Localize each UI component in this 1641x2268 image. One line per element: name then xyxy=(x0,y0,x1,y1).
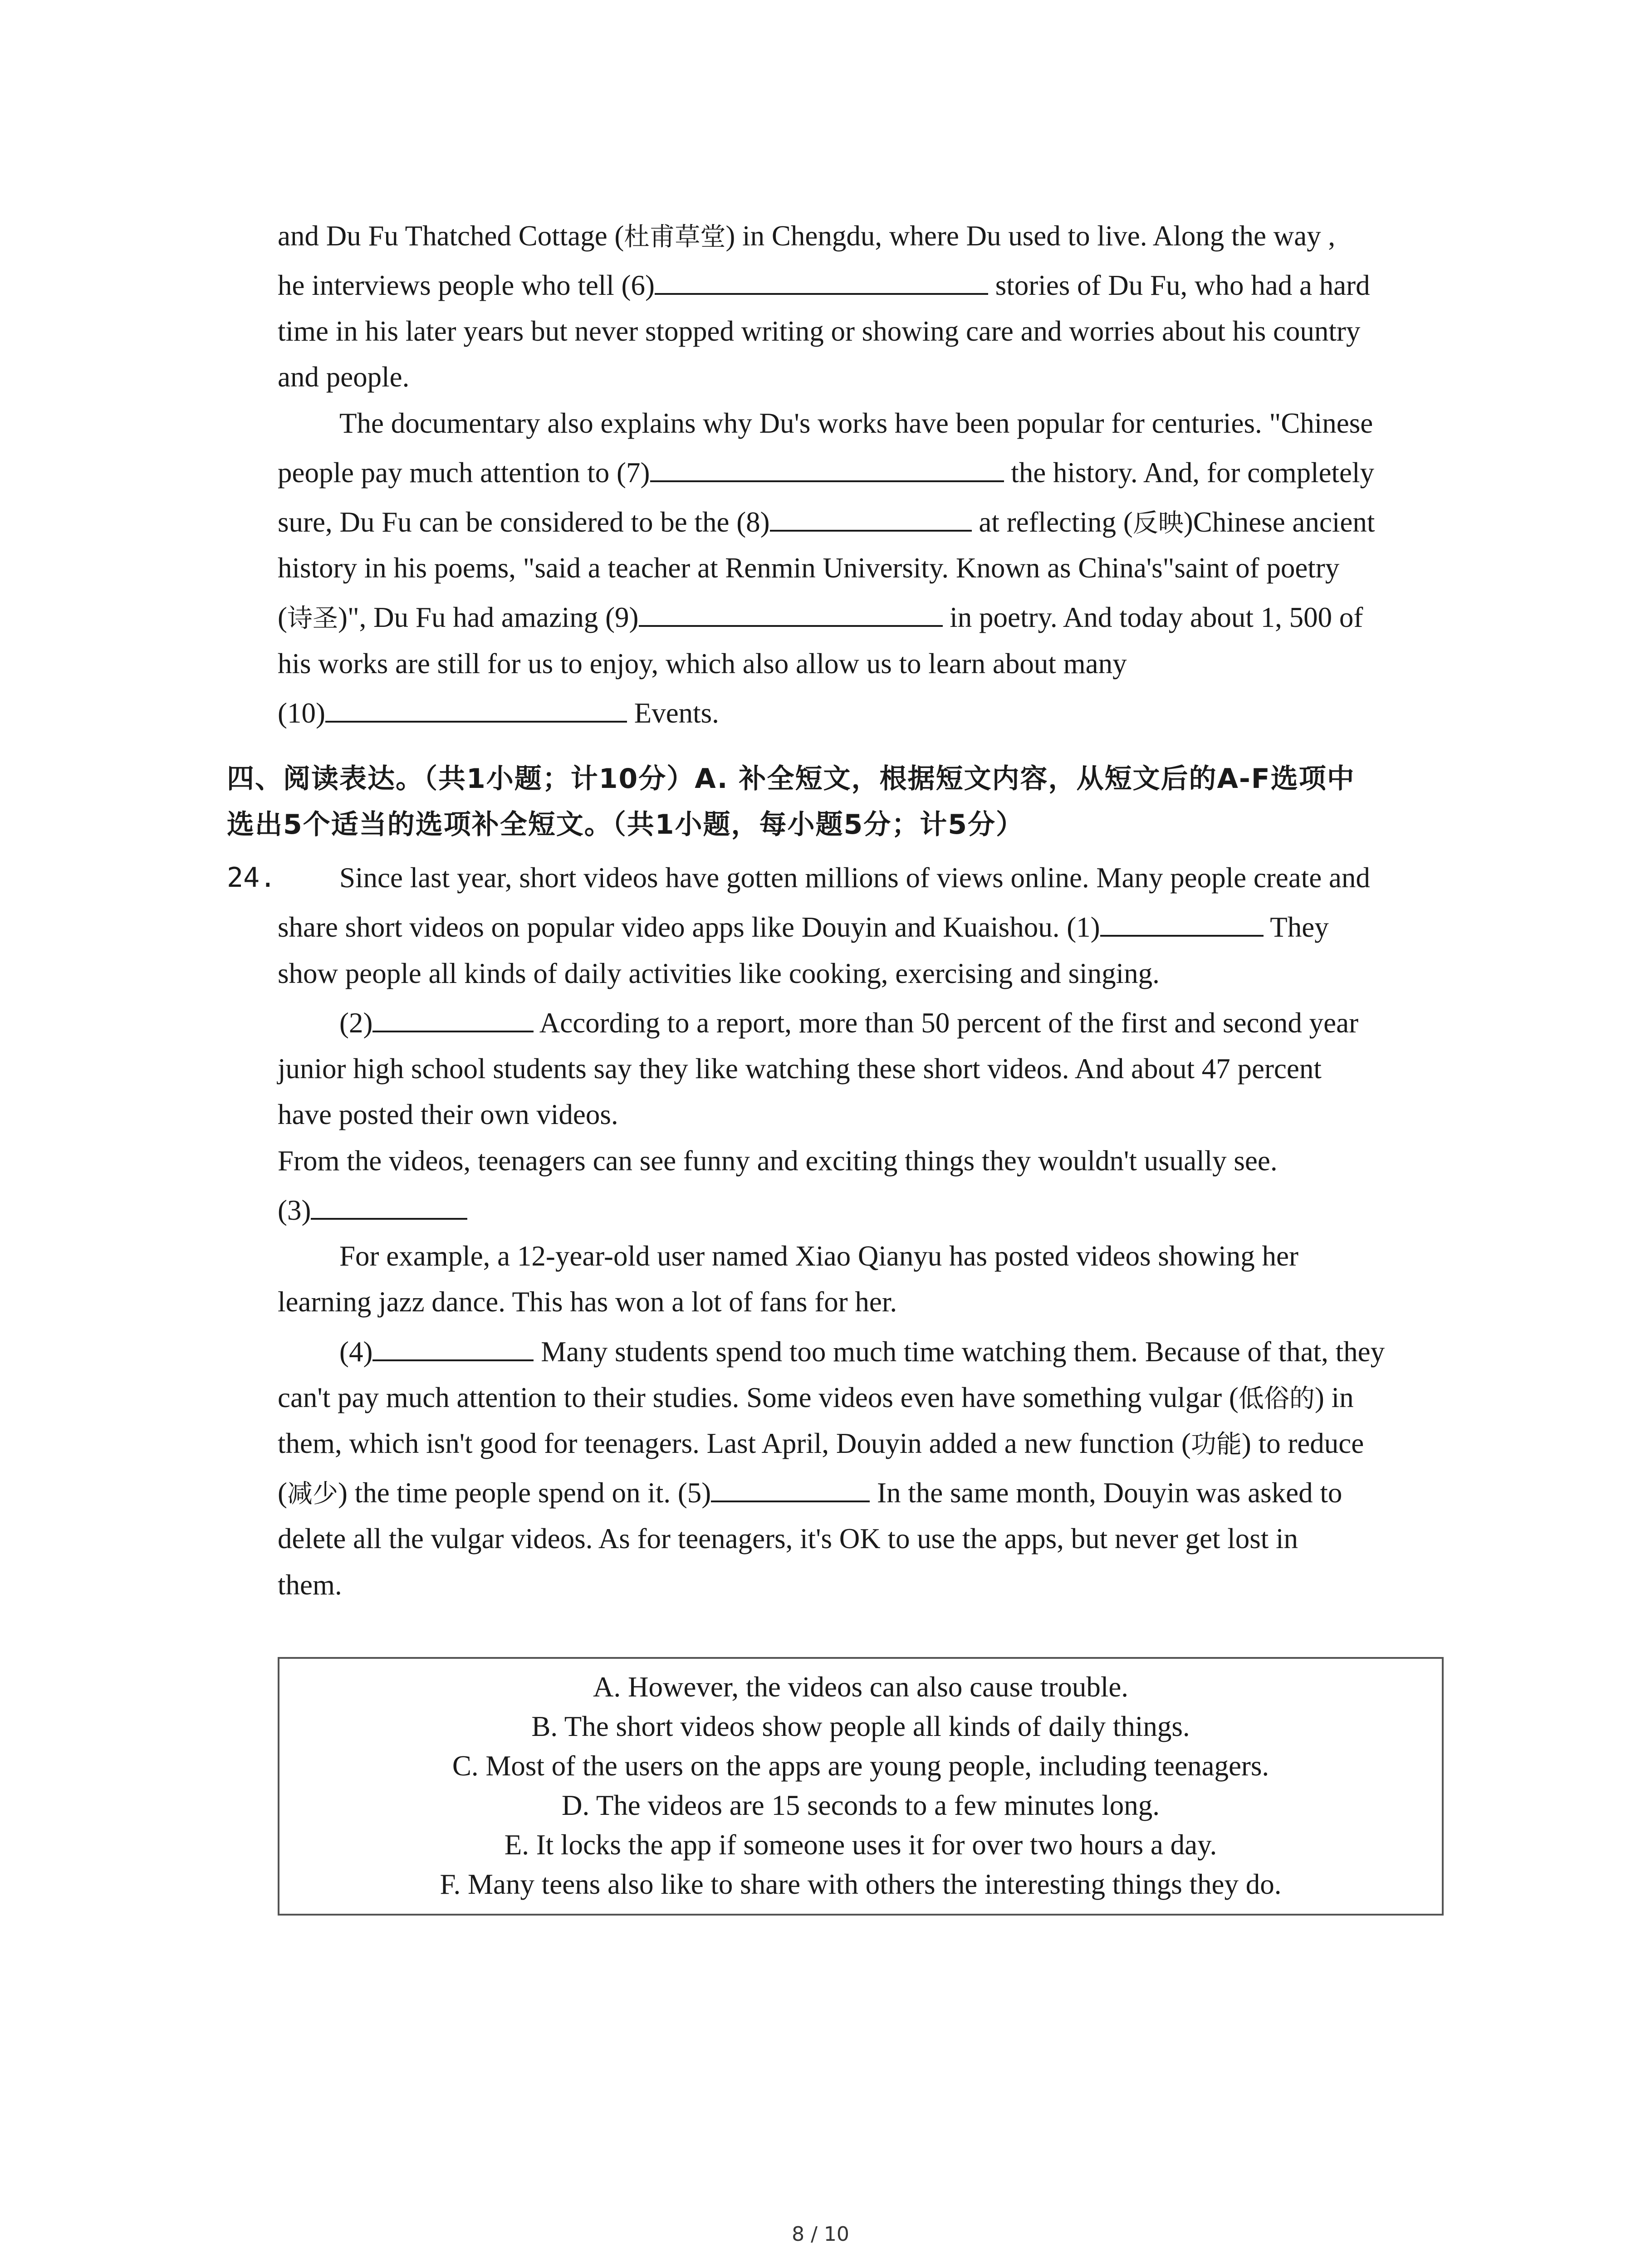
question-line: learning jazz dance. This has won a lot of fans for her. xyxy=(278,1286,897,1318)
question-line: can't pay much attention to their studies. Some videos even have something vulgar (低俗的) in xyxy=(278,1382,1354,1413)
question-line: For example, a 12-year-old user named Xiao Qianyu has posted videos showing her xyxy=(339,1240,1298,1272)
option-f: F. Many teens also like to share with others the interesting things they do. xyxy=(440,1868,1282,1900)
passage-line: he interviews people who tell (6) stories of Du Fu, who had a hard xyxy=(278,267,1370,303)
option-b: B. The short videos show people all kinds of daily things. xyxy=(531,1711,1190,1742)
answer-blank-1[interactable] xyxy=(1100,909,1264,937)
question-line: share short videos on popular video apps like Douyin and Kuaishou. (1) They xyxy=(278,909,1329,945)
question-line: (减少) the time people spend on it. (5) In the same month, Douyin was asked to xyxy=(278,1475,1342,1512)
option-d: D. The videos are 15 seconds to a few minutes long. xyxy=(561,1789,1160,1821)
answer-blank-4[interactable] xyxy=(372,1334,534,1361)
answer-blank-9[interactable] xyxy=(639,600,943,627)
question-line: (2) According to a report, more than 50 percent of the first and second year xyxy=(339,1005,1358,1041)
question-line: them. xyxy=(278,1569,342,1601)
passage-line: his works are still for us to enjoy, which also allow us to learn about many xyxy=(278,648,1127,679)
question-line: (4) Many students spend too much time watching them. Because of that, they xyxy=(339,1334,1385,1370)
options-box xyxy=(278,1657,1444,1916)
question-line: have posted their own videos. xyxy=(278,1099,618,1130)
answer-blank-5[interactable] xyxy=(711,1475,870,1502)
passage-line: and Du Fu Thatched Cottage (杜甫草堂) in Chengdu, where Du used to live. Along the way , xyxy=(278,220,1336,252)
question-line: From the videos, teenagers can see funny and exciting things they wouldn't usually see. xyxy=(278,1145,1278,1177)
answer-blank-6[interactable] xyxy=(655,268,988,295)
passage-line: The documentary also explains why Du's works have been popular for centuries. "Chinese xyxy=(339,407,1373,439)
option-c: C. Most of the users on the apps are young people, including teenagers. xyxy=(452,1750,1269,1782)
answer-blank-7[interactable] xyxy=(650,455,1004,482)
section-heading: 选出5个适当的选项补全短文。（共1小题，每小题5分；计5分） xyxy=(227,809,1024,841)
option-e: E. It locks the app if someone uses it for over two hours a day. xyxy=(504,1829,1217,1861)
question-line: show people all kinds of daily activities like cooking, exercising and singing. xyxy=(278,958,1160,989)
passage-line: sure, Du Fu can be considered to be the (8) at reflecting (反映)Chinese ancient xyxy=(278,504,1375,542)
passage-line: and people. xyxy=(278,361,410,393)
answer-blank-8[interactable] xyxy=(770,504,972,532)
section-heading: 四、阅读表达。（共1小题；计10分）A. 补全短文，根据短文内容，从短文后的A-F选项中 xyxy=(227,763,1355,795)
question-line: junior high school students say they like watching these short videos. And about 47 percent xyxy=(278,1053,1322,1085)
page-number: 8 / 10 xyxy=(792,2223,849,2246)
question-line: (3) xyxy=(278,1192,467,1228)
question-line: Since last year, short videos have gotten millions of views online. Many people create and xyxy=(339,862,1370,894)
question-number: 24. xyxy=(227,862,276,894)
question-line: them, which isn't good for teenagers. Last April, Douyin added a new function (功能) to reduce xyxy=(278,1427,1364,1459)
answer-blank-2[interactable] xyxy=(372,1005,534,1032)
passage-line: time in his later years but never stopped writing or showing care and worries about his country xyxy=(278,315,1361,347)
passage-line: (10) Events. xyxy=(278,695,719,731)
answer-blank-3[interactable] xyxy=(311,1193,467,1220)
passage-line: history in his poems, "said a teacher at Renmin University. Known as China's"saint of poetry xyxy=(278,552,1340,584)
question-line: delete all the vulgar videos. As for teenagers, it's OK to use the apps, but never get lost in xyxy=(278,1523,1298,1554)
passage-line: (诗圣)", Du Fu had amazing (9) in poetry. And today about 1, 500 of xyxy=(278,599,1363,637)
answer-blank-10[interactable] xyxy=(325,695,627,723)
option-a: A. However, the videos can also cause trouble. xyxy=(593,1671,1129,1703)
passage-line: people pay much attention to (7) the history. And, for completely xyxy=(278,455,1374,491)
